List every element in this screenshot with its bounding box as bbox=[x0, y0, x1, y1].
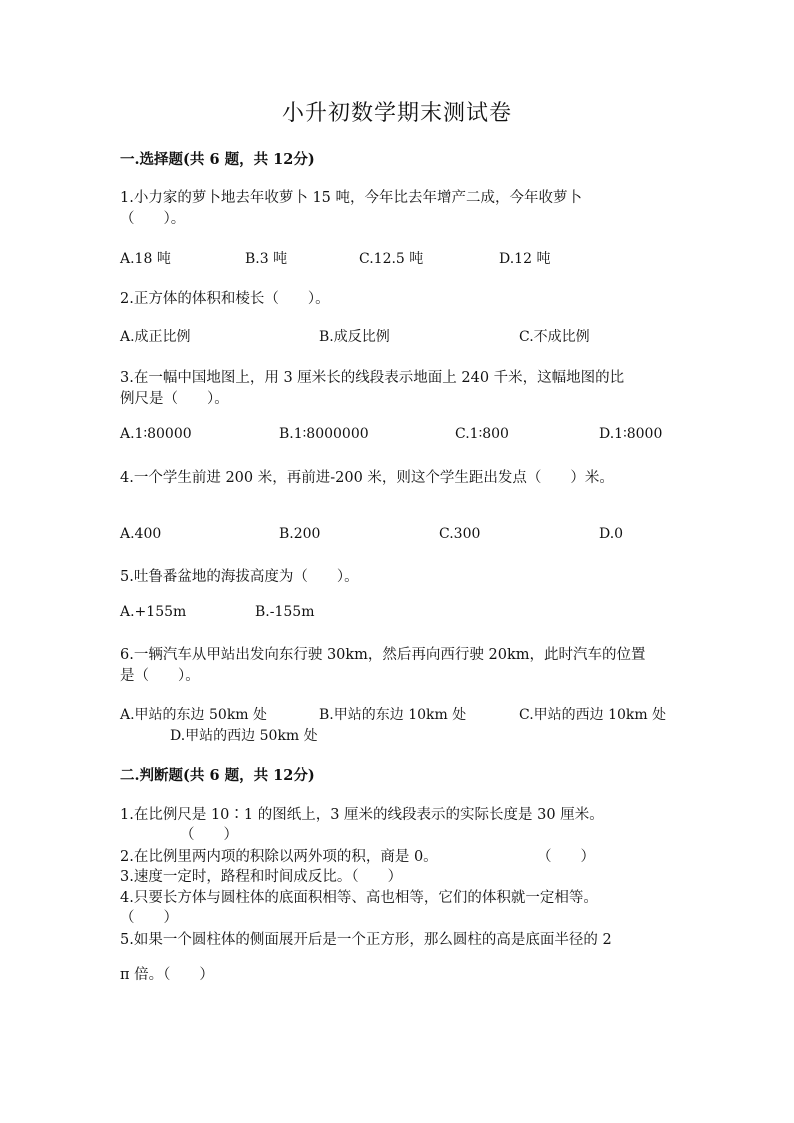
question-2-option-b: B.成反比例 bbox=[319, 329, 390, 345]
question-1-option-b: B.3 吨 bbox=[245, 251, 288, 267]
question-4-option-d: D.0 bbox=[599, 526, 624, 542]
question-4-option-c: C.300 bbox=[439, 526, 481, 542]
question-5-option-a: A.+155m bbox=[120, 604, 187, 620]
question-3-option-b: B.1∶8000000 bbox=[279, 426, 369, 442]
judgement-5-text-cont: π 倍。（ ） bbox=[120, 967, 214, 983]
question-6-option-c: C.甲站的西边 10km 处 bbox=[519, 707, 667, 723]
question-6-text: 6.一辆汽车从甲站出发向东行驶 30km，然后再向西行驶 20km，此时汽车的位置 bbox=[120, 647, 646, 663]
question-6-option-a: A.甲站的东边 50km 处 bbox=[120, 707, 268, 723]
question-4-text: 4.一个学生前进 200 米，再前进-200 米，则这个学生距出发点（ ）米。 bbox=[120, 470, 614, 486]
question-2-text: 2.正方体的体积和棱长（ ）。 bbox=[120, 291, 330, 307]
question-1-text-cont: （ ）。 bbox=[120, 211, 186, 227]
question-6-option-d: D.甲站的西边 50km 处 bbox=[170, 728, 318, 744]
question-2-option-a: A.成正比例 bbox=[120, 329, 191, 345]
question-3-option-c: C.1∶800 bbox=[455, 426, 509, 442]
question-5-text: 5.吐鲁番盆地的海拔高度为（ ）。 bbox=[120, 569, 359, 585]
judgement-2-text: 2.在比例里两内项的积除以两外项的积，商是 0。 bbox=[120, 849, 438, 865]
question-1-text: 1.小力家的萝卜地去年收萝卜 15 吨，今年比去年增产二成，今年收萝卜 bbox=[120, 190, 583, 206]
judgement-5-text: 5.如果一个圆柱体的侧面展开后是一个正方形，那么圆柱的高是底面半径的 2 bbox=[120, 932, 612, 948]
question-1-option-a: A.18 吨 bbox=[120, 251, 171, 267]
question-4-option-a: A.400 bbox=[120, 526, 162, 542]
question-3-option-a: A.1∶80000 bbox=[120, 426, 192, 442]
judgement-3-text: 3.速度一定时，路程和时间成反比。（ ） bbox=[120, 869, 403, 885]
judgement-1-text: 1.在比例尺是 10∶1 的图纸上，3 厘米的线段表示的实际长度是 30 厘米。 bbox=[120, 807, 604, 823]
question-2-option-c: C.不成比例 bbox=[519, 329, 590, 345]
question-6-option-b: B.甲站的东边 10km 处 bbox=[319, 707, 467, 723]
question-1-option-d: D.12 吨 bbox=[499, 251, 551, 267]
judgement-2-bracket: （ ） bbox=[537, 849, 595, 865]
judgement-4-text: 4.只要长方体与圆柱体的底面积相等、高也相等，它们的体积就一定相等。 bbox=[120, 890, 598, 906]
section-heading-choice: 一.选择题(共 6 题，共 12分) bbox=[120, 151, 315, 168]
question-3-text: 3.在一幅中国地图上，用 3 厘米长的线段表示地面上 240 千米，这幅地图的比 bbox=[120, 370, 625, 386]
question-3-text-cont: 例尺是（ ）。 bbox=[120, 391, 229, 407]
question-3-option-d: D.1∶8000 bbox=[599, 426, 663, 442]
judgement-4-bracket: （ ） bbox=[120, 910, 178, 926]
question-5-option-b: B.-155m bbox=[255, 604, 315, 620]
page-title: 小升初数学期末测试卷 bbox=[281, 101, 512, 126]
judgement-1-bracket: （ ） bbox=[180, 827, 238, 843]
section-heading-judgement: 二.判断题(共 6 题，共 12分) bbox=[120, 767, 315, 784]
question-6-text-cont: 是（ ）。 bbox=[120, 668, 200, 684]
question-1-option-c: C.12.5 吨 bbox=[359, 251, 424, 267]
question-4-option-b: B.200 bbox=[279, 526, 321, 542]
